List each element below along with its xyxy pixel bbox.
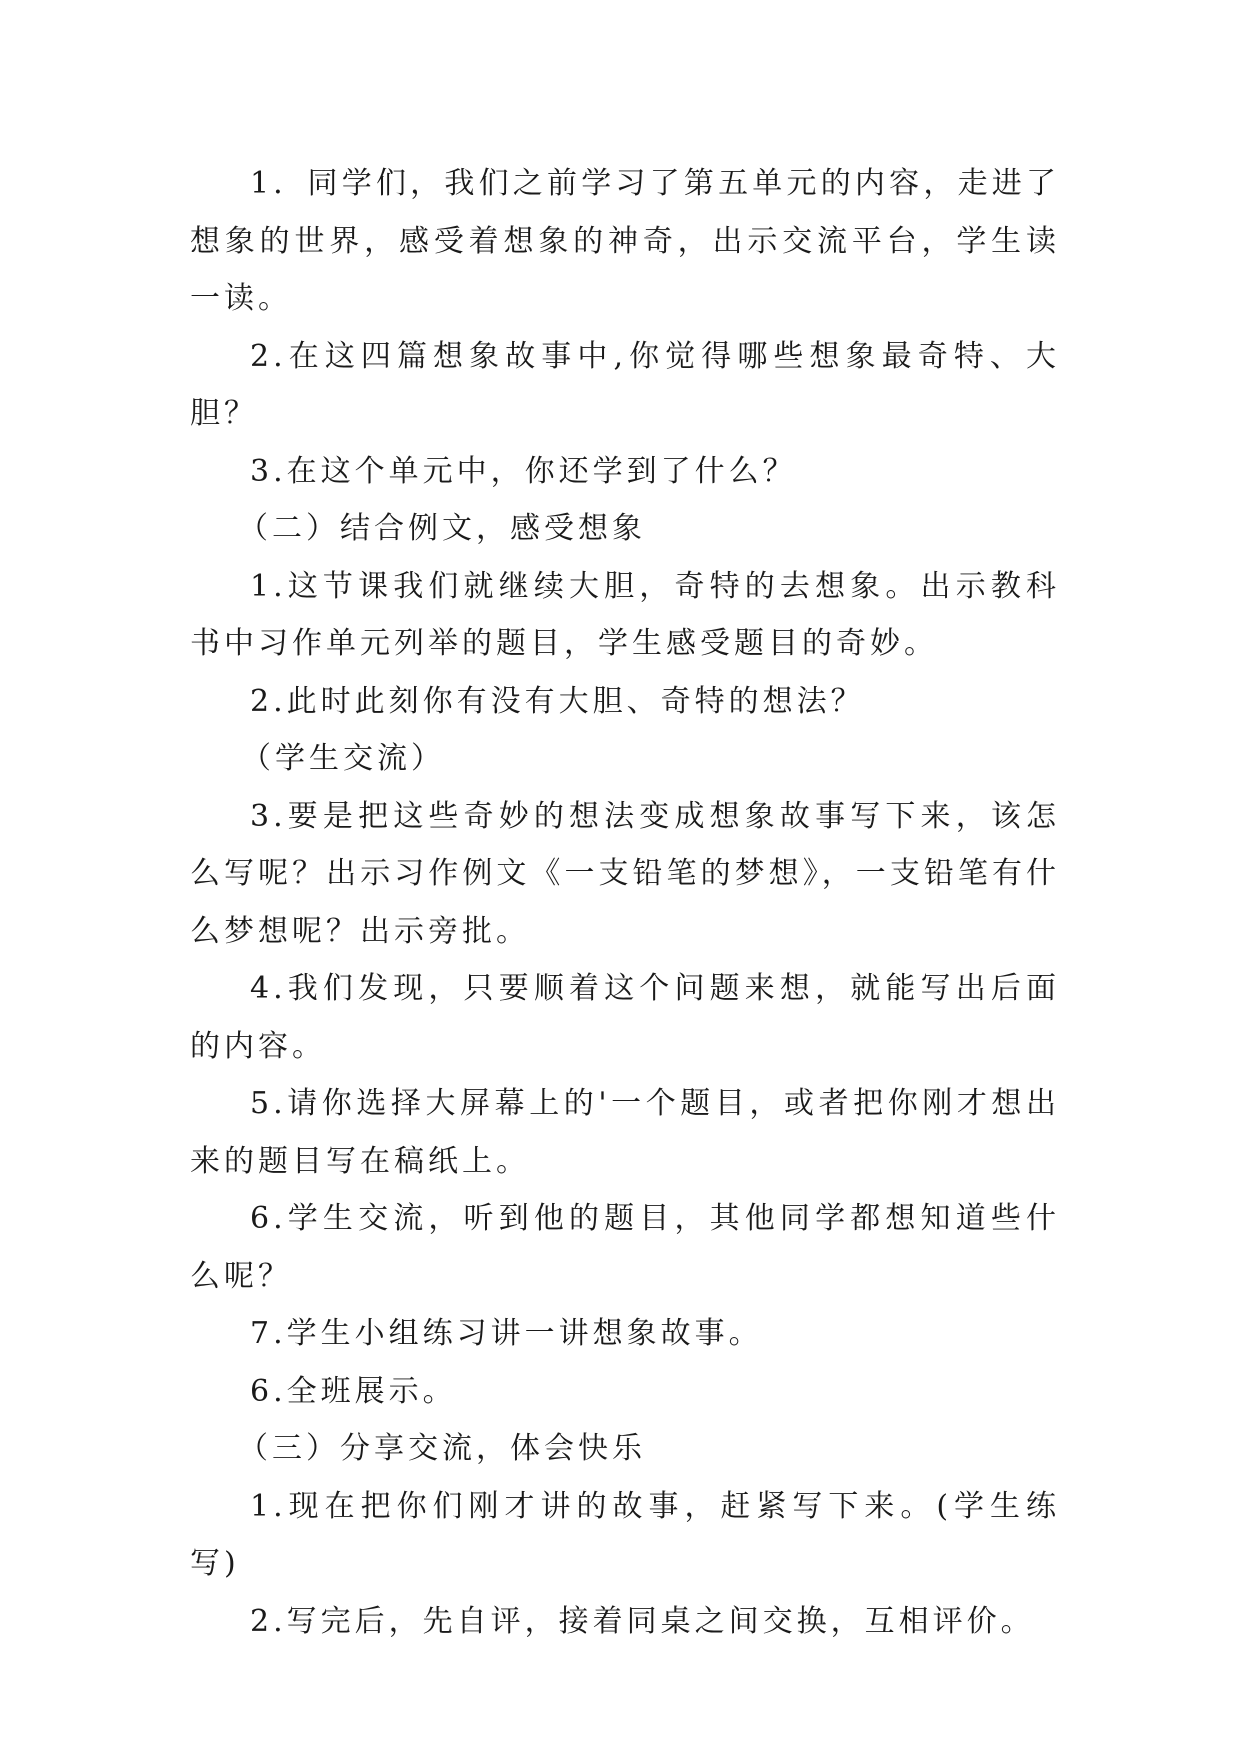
paragraph-self-and-peer-review: 2.写完后，先自评，接着同桌之间交换，互相评价。 — [250, 1603, 1035, 1639]
paragraph-continue-imagining: 1.这节课我们就继续大胆，奇特的去想象。出示教科书中习作单元列举的题目，学生感受题目的奇妙。 — [190, 568, 1060, 661]
paragraph-group-practice: 7.学生小组练习讲一讲想象故事。 — [250, 1316, 763, 1351]
document-body — [190, 155, 1060, 1650]
paragraph-bold-ideas-question: 2.此时此刻你有没有大胆、奇特的想法？ — [250, 683, 865, 719]
paragraph-write-down-story: 1.现在把你们刚才讲的故事，赶紧写下来。(学生练写) — [190, 1488, 1060, 1581]
paragraph-class-showcase: 6.全班展示。 — [250, 1373, 457, 1409]
section-heading-three: （三）分享交流，体会快乐 — [238, 1431, 646, 1466]
paragraph-student-topic-exchange: 6.学生交流，听到他的题目，其他同学都想知道些什么呢？ — [190, 1201, 1060, 1294]
paragraph-question-what-learned: 3.在这个单元中，你还学到了什么？ — [250, 453, 797, 489]
paragraph-student-exchange-note: （学生交流） — [241, 741, 445, 776]
paragraph-example-essay: 3.要是把这些奇妙的想法变成想象故事写下来，该怎么写呢？出示习作例文《一支铅笔的梦想》，一支铅笔有什么梦想呢？出示旁批。 — [190, 798, 1060, 949]
paragraph-follow-question: 4.我们发现，只要顺着这个问题来想，就能写出后面的内容。 — [190, 971, 1060, 1064]
paragraph-review-unit-five: 1．同学们，我们之前学习了第五单元的内容，走进了想象的世界，感受着想象的神奇，出示交流平台，学生读一读。 — [190, 166, 1060, 316]
section-heading-two: （二）结合例文，感受想象 — [238, 511, 646, 546]
paragraph-choose-topic: 5.请你选择大屏幕上的'一个题目，或者把你刚才想出来的题目写在稿纸上。 — [190, 1086, 1060, 1179]
paragraph-question-boldest-imagination: 2.在这四篇想象故事中,你觉得哪些想象最奇特、大胆？ — [190, 338, 1060, 431]
